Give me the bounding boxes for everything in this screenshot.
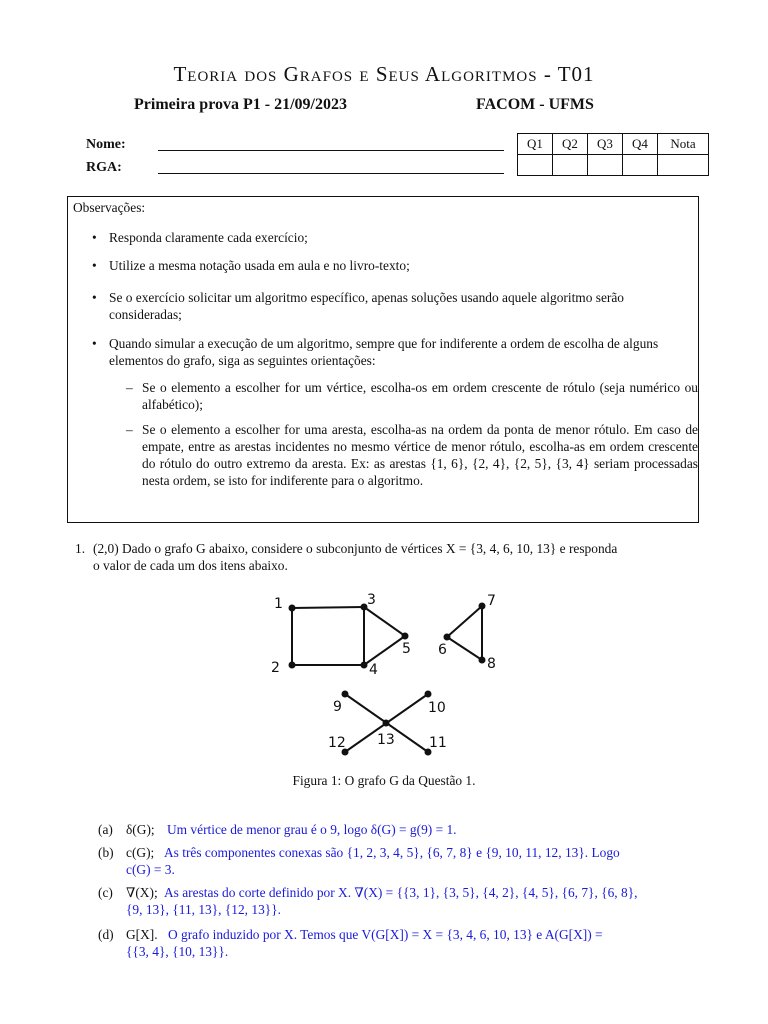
bullet-icon: • (92, 336, 97, 351)
graph-vertex (361, 662, 368, 669)
answer-text: {{3, 4}, {10, 13}}. (126, 944, 229, 959)
grade-header-q2: Q2 (553, 134, 588, 155)
grade-header-q3: Q3 (588, 134, 623, 155)
answer-text: As três componentes conexas são {1, 2, 3, 4, 5}, {6, 7, 8} e {9, 10, 11, 12, 13}. Logo (164, 845, 620, 860)
vertex-label: 5 (402, 641, 411, 657)
bullet-icon: • (92, 258, 97, 273)
answer-item: c(G); (126, 845, 155, 860)
exam-date-title: Primeira prova P1 - 21/09/2023 (134, 96, 347, 113)
grade-header-total: Nota (658, 134, 709, 155)
graph-vertex (444, 634, 451, 641)
bullet-icon: • (92, 230, 97, 245)
graph-vertex (383, 720, 390, 727)
vertex-label: 4 (369, 662, 378, 678)
vertex-label: 13 (377, 732, 395, 748)
vertex-label: 6 (438, 642, 447, 658)
answer-item: G[X]. (126, 927, 158, 942)
answer-item: δ(G); (126, 822, 155, 837)
vertex-label: 1 (274, 596, 283, 612)
grade-header-q4: Q4 (623, 134, 658, 155)
graph-vertex (289, 605, 296, 612)
graph-edge (364, 607, 405, 636)
observations-box: Observações: • Responda claramente cada exercício; • Utilize a mesma notação usada em aula e no livro-texto; • Se o exercício solicitar um algoritmo específico, apenas soluções usando aquele algoritmo serão consideradas; • Quando simular a execução de um algoritmo, sempre que for indiferente a ordem de escolha de alguns elementos do grafo, siga as seguintes orientações: – Se o elemento a escolher for um vértice, escolha-os em ordem crescente de rótulo (seja numérico ou alfabético); – Se o elemento a escolher for uma aresta, escolha-as na ordem da ponta de menor rótulo. Em caso de empate, entre as arestas incidentes no mesmo vértice de menor rótulo, escolha-as em ordem crescente do rótulo do outro extremo da aresta. Ex: as arestas {1, 6}, {2, 4}, {2, 5}, {3, 4} seriam processadas nesta ordem, se isto for indiferente para o algoritmo. (67, 196, 699, 523)
answer-item: ∇(X); (126, 885, 158, 900)
graph-vertex (342, 691, 349, 698)
vertex-label: 11 (429, 735, 447, 751)
observations-heading: Observações: (73, 200, 146, 215)
vertex-label: 10 (428, 700, 446, 716)
graph-vertex (479, 657, 486, 664)
graph-vertex (289, 662, 296, 669)
question-number: 1. (75, 541, 86, 556)
question-text-line2: o valor de cada um dos itens abaixo. (93, 558, 288, 573)
institution-title: FACOM - UFMS (476, 96, 594, 113)
graph-edge (447, 606, 482, 637)
answer-label: (d) (98, 927, 114, 942)
graph-edge (364, 636, 405, 665)
vertex-label: 3 (367, 592, 376, 608)
answer-text: O grafo induzido por X. Temos que V(G[X]) = X = {3, 4, 6, 10, 13} e A(G[X]) = (168, 927, 603, 942)
graph-vertex (479, 603, 486, 610)
answer-text: {9, 13}, {11, 13}, {12, 13}}. (126, 902, 281, 917)
vertex-label: 9 (333, 699, 342, 715)
grade-header-q1: Q1 (518, 134, 553, 155)
answer-label: (a) (98, 822, 113, 837)
vertex-label: 12 (328, 735, 346, 751)
question-text-line1: (2,0) Dado o grafo G abaixo, considere o subconjunto de vértices X = {3, 4, 6, 10, 13} e responda (93, 541, 618, 556)
name-label: Nome: (86, 137, 126, 152)
graph-vertex (425, 691, 432, 698)
graph-vertex (402, 633, 409, 640)
graph-edge (292, 607, 364, 608)
vertex-label: 8 (487, 656, 496, 672)
answer-text: c(G) = 3. (126, 862, 175, 877)
answer-text: Um vértice de menor grau é o 9, logo δ(G) = g(9) = 1. (167, 822, 457, 837)
page-title: Teoria dos Grafos e Seus Algoritmos - T01 (173, 62, 595, 86)
figure-caption: Figura 1: O grafo G da Questão 1. (292, 773, 476, 788)
answer-label: (b) (98, 845, 114, 860)
answer-text: As arestas do corte definido por X. ∇(X) = {{3, 1}, {3, 5}, {4, 2}, {4, 5}, {6, 7}, {6, 8}, (164, 885, 638, 900)
vertex-label: 7 (487, 593, 496, 609)
vertex-label: 2 (271, 660, 280, 676)
rga-label: RGA: (86, 160, 122, 175)
bullet-icon: • (92, 290, 97, 305)
graph-edge (447, 637, 482, 660)
answer-label: (c) (98, 885, 113, 900)
